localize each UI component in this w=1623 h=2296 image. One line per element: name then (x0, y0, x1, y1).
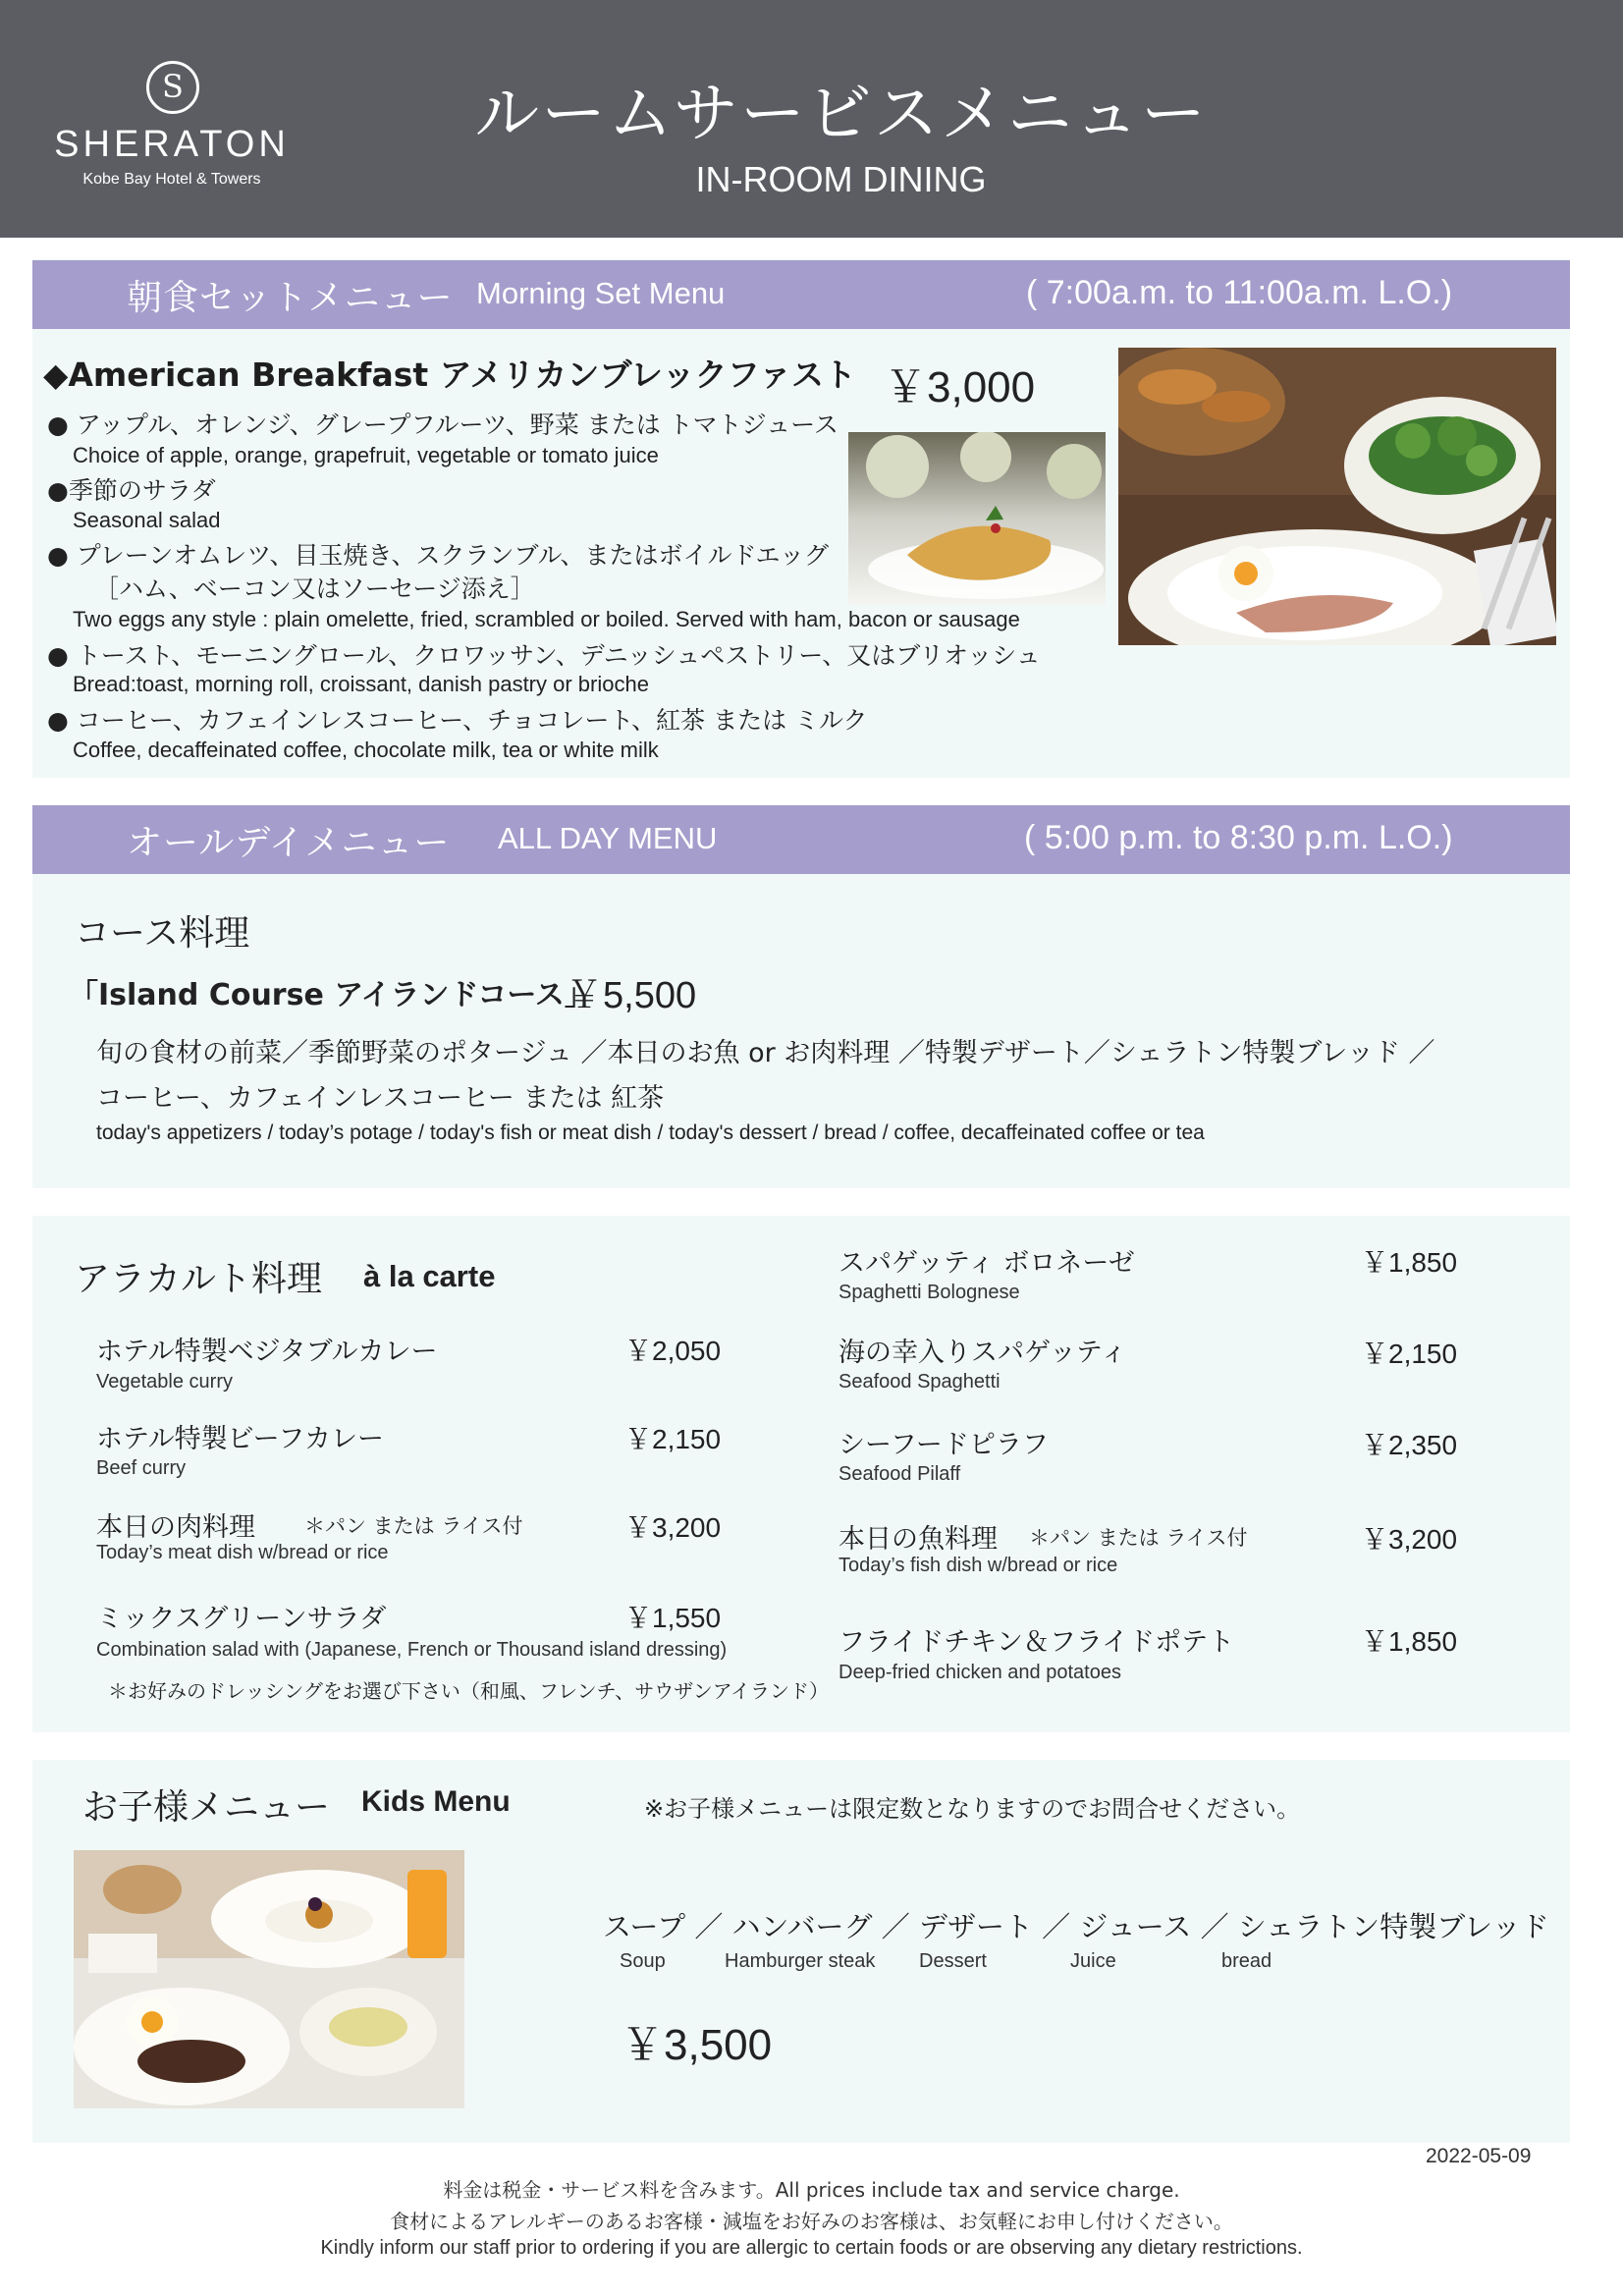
course-price: ￥5,500 (566, 975, 697, 1016)
allday-section-bar (32, 805, 1570, 874)
allday-bar-en: ALL DAY MENU (498, 821, 718, 855)
kids-notice: ※お子様メニューは限定数となりますのでお問合せください。 (644, 1795, 1301, 1823)
menu-item-name: 海の幸入りスパゲッティ (839, 1338, 1127, 1368)
breakfast-section-bar (32, 260, 1570, 329)
menu-item-en: Beef curry (96, 1457, 187, 1479)
allday-hours: ( 5:00 p.m. to 8:30 p.m. L.O.) (1024, 819, 1453, 856)
menu-item-price: ￥2,150 (1361, 1339, 1458, 1369)
page-subtitle: IN-ROOM DINING (695, 159, 987, 199)
breakfast-hours: ( 7:00a.m. to 11:00a.m. L.O.) (1026, 274, 1453, 311)
breakfast-bar-jp: 朝食セットメニュー (127, 278, 454, 318)
footer-tax-note: 料金は税金・サービス料を含みます。All prices include tax and service charge. (443, 2178, 1180, 2202)
alacarte-heading-en: à la carte (363, 1259, 496, 1293)
course-description-jp: コーヒー、カフェインレスコーヒー または 紅茶 (96, 1083, 665, 1114)
breakfast-line-jp: ● アップル、オレンジ、グレープフルーツ、野菜 または トマトジュース (47, 410, 839, 439)
menu-item-en: Today’s fish dish w/bread or rice (839, 1555, 1118, 1576)
menu-item-en: Today’s meat dish w/bread or rice (96, 1542, 389, 1563)
menu-item-price: ￥1,850 (1361, 1247, 1458, 1278)
menu-item-note: ＊パン または ライス付 (1029, 1526, 1248, 1550)
kids-item-en: Juice (1070, 1950, 1116, 1972)
menu-item-price: ￥2,350 (1361, 1430, 1458, 1460)
breakfast-line-jp: ●季節のサラダ (47, 476, 216, 505)
breakfast-line-jp: ● プレーンオムレツ、目玉焼き、スクランブル、またはボイルドエッグ (47, 541, 830, 570)
page-title: ルームサービスメニュー (474, 76, 1208, 151)
menu-item-name: ホテル特製ベジタブルカレー (96, 1337, 438, 1367)
brand-subtitle: Kobe Bay Hotel & Towers (82, 171, 261, 188)
kids-items-jp: スープ ／ ハンバーグ ／ デザート ／ ジュース ／ シェラトン特製ブレッド (603, 1910, 1549, 1943)
breakfast-line-en: Two eggs any style : plain omelette, fried, scrambled or boiled. Served with ham, bacon or sausage (73, 607, 1020, 631)
menu-item-note: ＊パン または ライス付 (304, 1514, 523, 1538)
menu-item-name: ミックスグリーンサラダ (96, 1604, 387, 1634)
menu-item-name: スパゲッティ ボロネーゼ (839, 1248, 1135, 1279)
menu-item-en: Combination salad with (Japanese, French or Thousand island dressing) (96, 1639, 728, 1661)
menu-item-price: ￥1,850 (1361, 1626, 1458, 1657)
footer-allergy-note-jp: 食材によるアレルギーのあるお客様・減塩をお好みのお客様は、お気軽にお申し付けください。 (390, 2210, 1233, 2233)
course-description-en: today's appetizers / today’s potage / today's fish or meat dish / today's dessert / bread / coffee, decaffeinated coffee or tea (96, 1121, 1205, 1144)
kids-item-en: Dessert (919, 1950, 987, 1972)
brand-name: SHERATON (54, 124, 290, 165)
dressing-note: ＊お好みのドレッシングをお選び下さい（和風、フレンチ、サウザンアイランド） (108, 1679, 829, 1703)
allday-bar-jp: オールデイメニュー (127, 823, 451, 863)
menu-date: 2022-05-09 (1426, 2145, 1532, 2167)
breakfast-line-jp: ● トースト、モーニングロール、クロワッサン、デニッシュペストリー、又はブリオッシュ (47, 641, 1041, 670)
breakfast-line-jp2: ［ハム、ベーコン又はソーセージ添え］ (94, 574, 535, 603)
alacarte-heading-jp: アラカルト料理 (75, 1259, 323, 1299)
menu-item-price: ￥2,150 (624, 1424, 722, 1454)
kids-item-en: bread (1221, 1950, 1272, 1972)
breakfast-title: ◆American Breakfast アメリカンブレックファスト (43, 355, 857, 394)
course-name: 「Island Course アイランドコース」 (69, 978, 594, 1012)
sheraton-logo-icon (146, 61, 199, 114)
menu-item-price: ￥1,550 (624, 1603, 722, 1633)
menu-item-name: ホテル特製ビーフカレー (96, 1424, 384, 1454)
menu-item-en: Seafood Pilaff (839, 1463, 961, 1485)
menu-item-name: 本日の肉料理 (96, 1512, 255, 1543)
kids-price: ￥3,500 (621, 2021, 773, 2069)
breakfast-line-en: Seasonal salad (73, 508, 221, 532)
american-breakfast-photo (1118, 348, 1556, 645)
kids-item-en: Hamburger steak (725, 1950, 876, 1972)
breakfast-price: ￥3,000 (884, 363, 1036, 411)
menu-item-price: ￥3,200 (624, 1512, 722, 1543)
breakfast-line-jp: ● コーヒー、カフェインレスコーヒー、チョコレート、紅茶 または ミルク (47, 706, 868, 735)
breakfast-line-en: Coffee, decaffeinated coffee, chocolate milk, tea or white milk (73, 738, 659, 762)
omelette-photo (848, 432, 1106, 604)
menu-item-name: シーフードピラフ (839, 1430, 1049, 1460)
kids-heading-en: Kids Menu (361, 1785, 511, 1818)
breakfast-line-en: Bread:toast, morning roll, croissant, danish pastry or brioche (73, 672, 649, 696)
menu-item-name: フライドチキン＆フライドポテト (839, 1627, 1235, 1658)
breakfast-bar-en: Morning Set Menu (476, 276, 726, 310)
menu-item-price: ￥3,200 (1361, 1524, 1458, 1555)
menu-item-name: 本日の魚料理 (839, 1524, 998, 1555)
course-description-jp: 旬の食材の前菜／季節野菜のポタージュ ／本日のお魚 or お肉料理 ／特製デザート／シェラトン特製ブレッド ／ (96, 1038, 1435, 1068)
menu-item-en: Vegetable curry (96, 1371, 233, 1393)
kids-menu-photo (74, 1850, 464, 2108)
breakfast-line-en: Choice of apple, orange, grapefruit, vegetable or tomato juice (73, 443, 659, 467)
logo-initial: S (162, 68, 184, 105)
menu-item-en: Deep-fried chicken and potatoes (839, 1662, 1121, 1683)
menu-item-en: Spaghetti Bolognese (839, 1282, 1020, 1303)
kids-item-en: Soup (620, 1950, 666, 1972)
course-heading: コース料理 (75, 913, 250, 954)
menu-item-en: Seafood Spaghetti (839, 1371, 1001, 1393)
menu-item-price: ￥2,050 (624, 1336, 722, 1366)
footer-allergy-note-en: Kindly inform our staff prior to ordering if you are allergic to certain foods or are observing any dietary restrictions. (320, 2237, 1303, 2259)
kids-heading-jp: お子様メニュー (82, 1787, 331, 1828)
